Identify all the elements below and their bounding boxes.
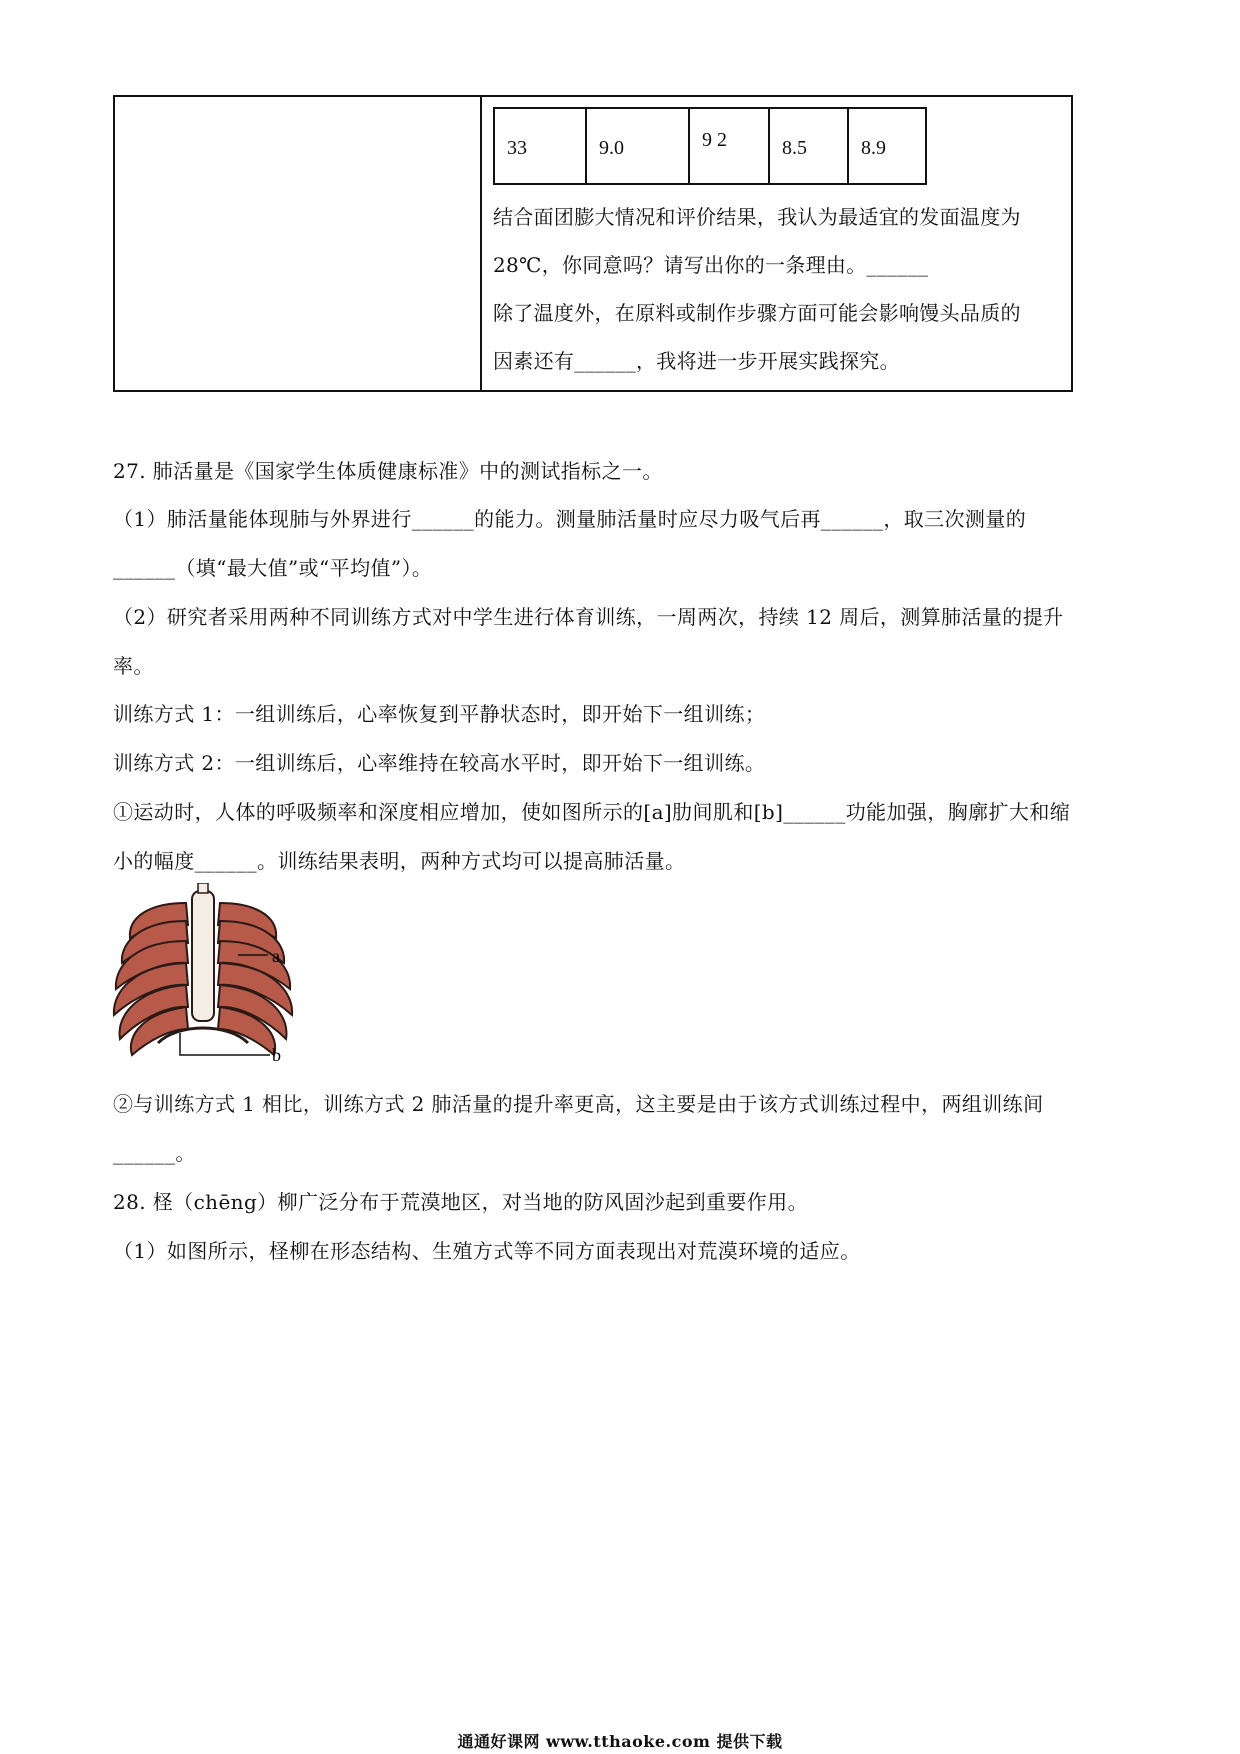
- q27-sub1-line2: 小的幅度______。训练结果表明，两种方式均可以提高肺活量。: [113, 849, 686, 873]
- label-a: a: [272, 946, 280, 966]
- table-cell: 33: [495, 109, 587, 183]
- question-27-title: 27. 肺活量是《国家学生体质健康标准》中的测试指标之一。: [113, 459, 663, 483]
- table-cell: 9 2: [690, 109, 770, 183]
- q27-part2-line1: （2）研究者采用两种不同训练方式对中学生进行体育训练，一周两次，持续 12 周后，测算肺活量的提升: [113, 605, 1064, 629]
- q27-sub1-line1: ①运动时，人体的呼吸频率和深度相应增加，使如图所示的[a]肋间肌和[b]______功能加强，胸廓扩大和缩: [113, 800, 1071, 824]
- q27-sub2-line1: ②与训练方式 1 相比，训练方式 2 肺活量的提升率更高，这主要是由于该方式训练过程中，两组训练间: [113, 1092, 1044, 1116]
- page-footer: 通通好课网 www.tthaoke.com 提供下载: [457, 1732, 783, 1751]
- table-text-line: 因素还有______，我将进一步开展实践探究。: [493, 349, 900, 373]
- rib-cage-figure: [108, 883, 318, 1063]
- q28-part1: （1）如图所示，柽柳在形态结构、生殖方式等不同方面表现出对荒漠环境的适应。: [113, 1239, 861, 1263]
- rib-cage-illustration: [108, 883, 318, 1063]
- q27-sub2-line2: ______。: [113, 1141, 196, 1165]
- table-text-line: 结合面团膨大情况和评价结果，我认为最适宜的发面温度为: [493, 205, 1021, 229]
- q27-part1-line2: ______（填“最大值”或“平均值”）。: [113, 556, 433, 580]
- training-method-2: 训练方式 2：一组训练后，心率维持在较高水平时，即开始下一组训练。: [113, 751, 766, 775]
- table-cell: 8.9: [861, 137, 886, 159]
- training-method-1: 训练方式 1：一组训练后，心率恢复到平静状态时，即开始下一组训练；: [113, 702, 766, 726]
- table-cell: 8.5: [770, 109, 849, 183]
- table-cell: 9.0: [587, 109, 690, 183]
- table-text-line: 除了温度外，在原料或制作步骤方面可能会影响馒头品质的: [493, 301, 1021, 325]
- data-table: [113, 95, 1073, 392]
- table-text-line: 28℃，你同意吗？请写出你的一条理由。______: [493, 253, 929, 277]
- q27-part2-line2: 率。: [113, 654, 154, 678]
- table-divider: [480, 97, 482, 390]
- q27-part1-line1: （1）肺活量能体现肺与外界进行______的能力。测量肺活量时应尽力吸气后再______，取三次测量的: [113, 507, 1027, 531]
- label-b: b: [272, 1045, 281, 1063]
- inner-results-table: [493, 107, 927, 185]
- question-28-title: 28. 柽（chēng）柳广泛分布于荒漠地区，对当地的防风固沙起到重要作用。: [113, 1190, 808, 1214]
